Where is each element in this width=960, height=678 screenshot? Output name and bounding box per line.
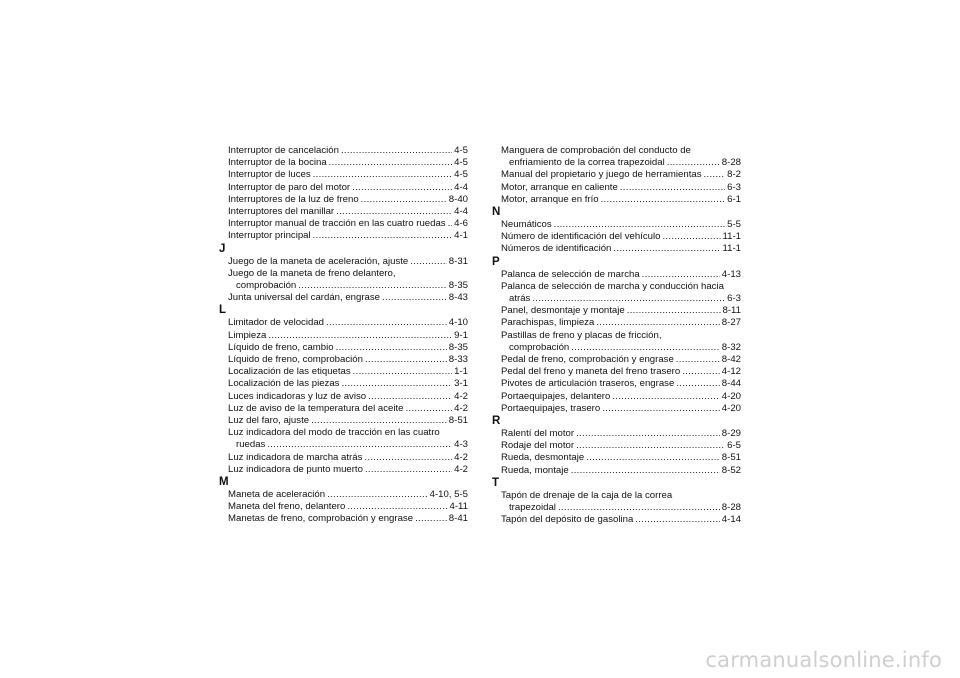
leader-dots (313, 169, 452, 181)
index-entry-text: Luces indicadoras y luz de aviso (228, 390, 367, 402)
index-entry-text: Manual del propietario y juego de herramientas (501, 169, 702, 181)
leader-dots (662, 231, 720, 243)
leader-dots (410, 256, 447, 268)
leader-dots (676, 378, 719, 390)
index-entry (228, 366, 468, 378)
index-entry (228, 206, 468, 218)
index-entry (501, 317, 741, 329)
index-entry (228, 317, 468, 329)
leader-dots (405, 403, 452, 415)
index-letter-heading: J (219, 242, 226, 255)
index-entry-text: Interruptor de cancelación (228, 145, 339, 156)
index-entry-text: atrás (509, 293, 531, 305)
index-entry-text: Portaequipajes, trasero (501, 402, 601, 414)
index-page-ref: 8-51 (721, 452, 741, 464)
index-entry-text: Localización de las piezas (228, 378, 340, 390)
leader-dots (326, 317, 447, 329)
index-entry-text: Rueda, montaje (501, 464, 569, 476)
index-page-ref: 6-3 (727, 293, 741, 305)
leader-dots (365, 464, 452, 476)
index-entry-text: Juego de la maneta de aceleración, ajuste (228, 255, 409, 267)
index-letter-heading: N (492, 206, 501, 219)
index-entry-text: Juego de la maneta de freno delantero, (228, 267, 396, 279)
index-entry-text: Palanca de selección de marcha y conducción hacia (501, 280, 724, 292)
leader-dots (627, 305, 721, 317)
index-entry (228, 330, 468, 342)
index-entry-text: Rueda, desmontaje (501, 452, 585, 464)
index-page-ref: 8-52 (721, 464, 741, 476)
leader-dots (267, 439, 452, 451)
index-entry-text: Interruptor de luces (228, 169, 311, 181)
index-entry (228, 403, 468, 415)
index-page-ref: 4-5 (454, 145, 468, 156)
index-entry-text: Maneta del freno, delantero (228, 501, 346, 513)
watermark-text: carmanualsonline.info (705, 648, 942, 672)
index-entry (228, 464, 468, 476)
index-entry (228, 415, 468, 427)
leader-dots (558, 502, 720, 514)
index-page-ref: 4-10 (448, 317, 468, 329)
leader-dots (704, 169, 726, 181)
index-page-ref: 3-1 (454, 378, 468, 390)
index-page-ref: 6-5 (727, 440, 741, 452)
index-entry-text: Ralentí del motor (501, 428, 575, 440)
index-column-left (219, 145, 468, 526)
leader-dots (676, 354, 720, 366)
index-letter-heading: M (219, 476, 229, 489)
index-page-ref: 11-1 (722, 231, 741, 243)
leader-dots (667, 157, 720, 169)
index-entry (228, 218, 468, 230)
index-entry-text: Manguera de comprobación del conducto de (501, 145, 691, 156)
index-entry-text: Tapón del depósito de gasolina (501, 514, 634, 526)
index-page-ref: 8-40 (448, 193, 468, 205)
index-entry (501, 490, 741, 514)
leader-dots (368, 391, 452, 403)
index-entry-text: Líquido de freno, comprobación (228, 354, 363, 366)
index-entry (501, 391, 741, 403)
index-entry-text: Junta universal del cardán, engrase (228, 292, 380, 304)
index-entry (501, 305, 741, 317)
index-entry-text: Interruptor manual de tracción en las cuatro ruedas (228, 218, 446, 230)
index-page-ref: 4-5 (454, 157, 468, 169)
leader-dots (329, 157, 452, 169)
index-page-ref: 4-13 (721, 268, 741, 280)
index-entry-text: Motor, arranque en caliente (501, 181, 618, 193)
index-entry-text: Neumáticos (501, 219, 552, 231)
index-entry (501, 514, 741, 526)
index-entry-text: Luz indicadora de punto muerto (228, 463, 363, 475)
index-entry (501, 452, 741, 464)
leader-dots (620, 182, 725, 194)
index-page-ref: 6-3 (727, 181, 741, 193)
index-entry-text: Parachispas, limpieza (501, 317, 595, 329)
index-page-ref: 8-43 (448, 292, 468, 304)
index-page-ref: 8-29 (721, 428, 741, 440)
index-page-ref: 8-51 (448, 415, 468, 427)
index-entry-text: Pedal de freno, comprobación y engrase (501, 354, 674, 366)
index-entry (501, 145, 741, 169)
index-page-ref: 8-44 (721, 378, 741, 390)
index-entry (228, 342, 468, 354)
leader-dots (352, 182, 452, 194)
index-entry (228, 169, 468, 181)
index-page-ref: 5-5 (727, 219, 741, 231)
index-page-ref: 1-1 (454, 366, 468, 378)
index-entry (228, 194, 468, 206)
index-page-ref: 8-42 (721, 354, 741, 366)
index-entry-text: comprobación (509, 341, 570, 353)
index-entry (501, 182, 741, 194)
index-page-ref: 8-28 (721, 157, 741, 169)
index-page-ref: 8-2 (727, 169, 741, 181)
leader-dots (298, 280, 447, 292)
index-entry (228, 256, 468, 268)
index-page-ref: 8-35 (448, 341, 468, 353)
index-entry (228, 157, 468, 169)
index-entry (501, 194, 741, 206)
index-entry-text: Panel, desmontaje y montaje (501, 305, 625, 317)
index-entry-text: comprobación (236, 280, 297, 292)
index-entry (228, 427, 468, 451)
index-page-ref: 8-31 (448, 255, 468, 267)
index-entry (501, 440, 741, 452)
leader-dots (365, 354, 447, 366)
leader-dots (336, 206, 452, 218)
index-entry-text: Números de identificación (501, 243, 612, 255)
index-page-ref: 4-20 (721, 390, 741, 402)
index-page-ref: 9-1 (454, 329, 468, 341)
index-page-ref: 4-6 (454, 218, 468, 230)
leader-dots (642, 269, 720, 281)
index-entry-text: Limitador de velocidad (228, 317, 324, 329)
index-page-ref: 4-20 (721, 402, 741, 414)
leader-dots (554, 219, 725, 231)
index-page-ref: 4-2 (454, 463, 468, 475)
index-entry-text: Motor, arranque en frío (501, 193, 599, 205)
index-entry (501, 243, 741, 255)
index-entry-text: Líquido de freno, cambio (228, 341, 334, 353)
leader-dots (612, 391, 719, 403)
index-page-ref: 4-14 (721, 514, 741, 526)
index-page-ref: 11-1 (722, 243, 741, 255)
leader-dots (268, 330, 452, 342)
index-entry (228, 292, 468, 304)
index-entry (228, 354, 468, 366)
index-page-ref: 4-2 (454, 451, 468, 463)
index-letter-heading: T (492, 476, 500, 489)
leader-dots (602, 403, 720, 415)
index-entry (228, 452, 468, 464)
leader-dots (576, 428, 720, 440)
index-entry-text: enfriamiento de la correa trapezoidal (509, 157, 665, 169)
index-entry-text: Luz del faro, ajuste (228, 415, 310, 427)
leader-dots (601, 194, 726, 206)
leader-dots (341, 145, 452, 157)
index-entry (228, 501, 468, 513)
index-entry (501, 366, 741, 378)
index-column-right (492, 145, 741, 526)
index-page-ref: 4-12 (721, 366, 741, 378)
leader-dots (382, 292, 447, 304)
index-entry (228, 391, 468, 403)
index-page-ref: 6-1 (727, 193, 741, 205)
index-entry (501, 169, 741, 181)
index-entry-text: Luz indicadora de marcha atrás (228, 451, 363, 463)
leader-dots (613, 243, 720, 255)
index-page-ref: 4-4 (454, 181, 468, 193)
index-entry-text: Portaequipajes, delantero (501, 390, 611, 402)
index-page-ref: 4-4 (454, 206, 468, 218)
index-entry-text: Limpieza (228, 329, 267, 341)
index-page-ref: 4-10, 5-5 (429, 489, 468, 501)
index-page-ref: 8-32 (721, 341, 741, 353)
index-entry-text: Palanca de selección de marcha (501, 268, 640, 280)
index-entry-text: Manetas de freno, comprobación y engrase (228, 513, 414, 525)
index-page-ref: 4-3 (454, 439, 468, 451)
leader-dots (347, 501, 447, 513)
index-entry-text: Pastillas de freno y placas de fricción, (501, 329, 662, 341)
index-entry-text: Interruptor de la bocina (228, 157, 327, 169)
leader-dots (571, 465, 720, 477)
leader-dots (415, 513, 447, 525)
index-entry (501, 403, 741, 415)
index-page-ref: 8-35 (448, 280, 468, 292)
index-page-ref: 4-11 (449, 501, 468, 513)
leader-dots (448, 218, 453, 230)
index-page-ref: 8-27 (721, 317, 741, 329)
index-entry-text: Número de identificación del vehículo (501, 231, 661, 243)
index-entry (501, 231, 741, 243)
index-entry (228, 268, 468, 292)
index-page-ref: 4-2 (454, 402, 468, 414)
index-entry (501, 428, 741, 440)
leader-dots (532, 293, 725, 305)
index-entry-text: Rodaje del motor (501, 440, 575, 452)
leader-dots (313, 230, 452, 242)
index-entry-text: Interruptores del manillar (228, 206, 335, 218)
index-page-ref: 4-2 (454, 390, 468, 402)
leader-dots (336, 342, 447, 354)
index-entry (501, 465, 741, 477)
index-entry-text: Luz de aviso de la temperatura del aceite (228, 402, 404, 414)
index-entry-text: Pedal del freno y maneta del freno trasero (501, 366, 681, 378)
index-page-ref: 8-28 (721, 502, 741, 514)
index-entry-text: Maneta de aceleración (228, 489, 326, 501)
index-page-ref: 8-33 (448, 354, 468, 366)
index-entry-text: Localización de las etiquetas (228, 366, 351, 378)
index-letter-heading: R (492, 415, 501, 428)
index-entry-text: Tapón de drenaje de la caja de la correa (501, 489, 673, 501)
leader-dots (635, 514, 720, 526)
index-entry (228, 230, 468, 242)
leader-dots (364, 452, 452, 464)
index-entry-text: Interruptor de paro del motor (228, 181, 351, 193)
index-entry (501, 354, 741, 366)
index-entry-text: Luz indicadora del modo de tracción en las cuatro (228, 427, 440, 439)
index-page-ref: 4-1 (454, 230, 468, 242)
index-entry (501, 330, 741, 354)
index-entry (501, 378, 741, 390)
leader-dots (327, 489, 428, 501)
index-entry (501, 281, 741, 305)
index-letter-heading: P (492, 255, 500, 268)
leader-dots (361, 194, 447, 206)
index-page-ref: 4-5 (454, 169, 468, 181)
leader-dots (682, 366, 720, 378)
index-entry-text: Interruptor principal (228, 230, 311, 242)
index-entry (501, 269, 741, 281)
index-entry (228, 489, 468, 501)
index-entry (228, 145, 468, 157)
leader-dots (576, 440, 725, 452)
leader-dots (586, 452, 720, 464)
index-entry (228, 378, 468, 390)
index-page-ref: 8-41 (448, 513, 468, 525)
leader-dots (571, 342, 720, 354)
index-letter-heading: L (219, 304, 227, 317)
index-entry-text: Interruptores de la luz de freno (228, 193, 359, 205)
leader-dots (311, 415, 447, 427)
leader-dots (596, 317, 719, 329)
index-entry (501, 219, 741, 231)
index-entry-text: ruedas (236, 439, 266, 451)
index-entry (228, 182, 468, 194)
index-entry-text: Pivotes de articulación traseros, engrase (501, 378, 675, 390)
index-entry (228, 513, 468, 525)
index-entry-text: trapezoidal (509, 502, 556, 514)
leader-dots (353, 366, 452, 378)
leader-dots (341, 378, 452, 390)
index-page-ref: 8-11 (722, 305, 741, 317)
